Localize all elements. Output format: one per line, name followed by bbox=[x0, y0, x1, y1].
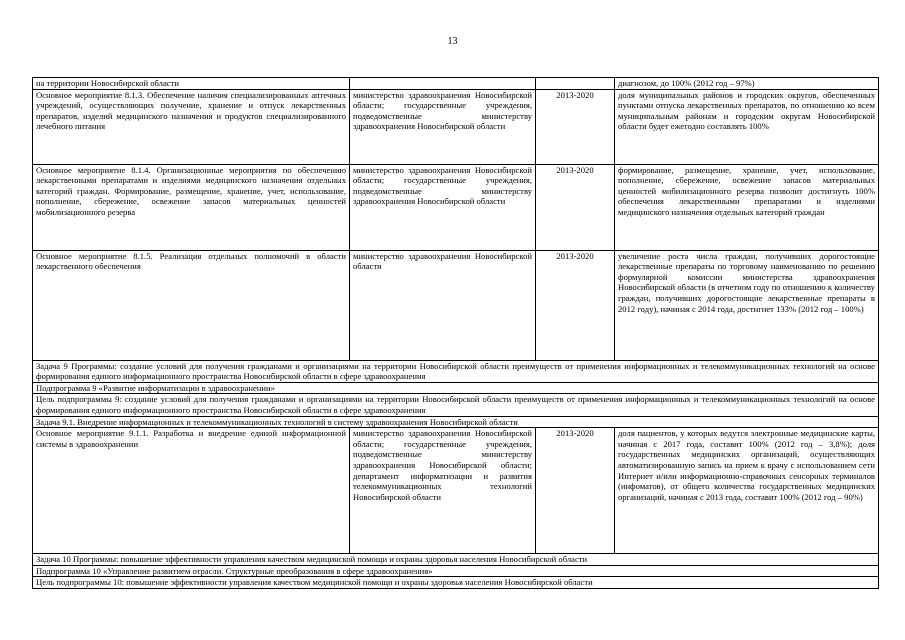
executor-cell: министерство здравоохранения Новосибирской области; государственные учреждения, подведомственные министерству здравоохранения Новосибирской области; департамент информатизации и развития телекоммуникационных технологий Новосибирской области bbox=[350, 428, 536, 554]
table-row bbox=[33, 416, 879, 428]
executor-cell: министерство здравоохранения Новосибирской области; государственные учреждения, подведомственные министерству здравоохранения Новосибирской области bbox=[350, 164, 536, 250]
result-cell: увеличение роста числа граждан, получивших дорогостоящие лекарственные препараты по торговому наименованию по решению формулярной комиссии министерства здравоохранения Новосибирской области (в отчетном году по отношению к количеству граждан, получивших дорогостоящие лекарственные препараты в 2012 году), начиная с 2014 года, достигнет 133% (2012 год – 100%) bbox=[615, 250, 879, 360]
task-heading: Задача 9 Программы: создание условий для получения гражданами и организациями на территории Новосибирской области преимуществ от применения информационных и телекоммуникационных технологий на основе формирования единого информационного пространства Новосибирской области в сфере здравоохранения bbox=[33, 360, 879, 382]
result-cell: доля муниципальных районов и городских округов, обеспеченных пунктами отпуска лекарственных препаратов, по отношению ко всем муниципальным районам и городским округам Новосибирской области будет ежегодно составлять 100% bbox=[615, 89, 879, 164]
period-cell: 2013-2020 bbox=[536, 89, 615, 164]
table-row bbox=[33, 164, 879, 250]
table-row bbox=[33, 89, 879, 164]
page-number: 13 bbox=[447, 36, 458, 47]
measure-cell: Основное мероприятие 8.1.4. Организационные мероприятия по обеспечению лекарственными препаратами и изделиями медицинского назначения отдельных категорий граждан. Формирование, размещение, хранение, учет, использование, пополнение, сбережение, освежение запасов материальных ценностей мобилизационного резерва bbox=[33, 164, 350, 250]
table-row bbox=[33, 78, 879, 90]
table-row bbox=[33, 577, 879, 589]
subprogram-heading: Подпрограмма 9 «Развитие информатизации в здравоохранении» bbox=[33, 382, 879, 394]
program-measures-table bbox=[32, 77, 879, 589]
subprogram-heading: Подпрограмма 10 «Управление развитием отрасли. Структурные преобразования в сфере здравоохранения» bbox=[33, 565, 879, 577]
executor-cell: министерство здравоохранения Новосибирской области; государственные учреждения, подведомственные министерству здравоохранения Новосибирской области bbox=[350, 89, 536, 164]
period-cell bbox=[536, 78, 615, 90]
subprogram-goal: Цель подпрограммы 10: повышение эффективности управления качеством медицинской помощи и охраны здоровья населения Новосибирской области bbox=[33, 577, 879, 589]
table-row bbox=[33, 554, 879, 566]
period-cell: 2013-2020 bbox=[536, 250, 615, 360]
measure-cell: Основное мероприятие 8.1.3. Обеспечение наличия специализированных аптечных учреждений, осуществляющих получение, хранение и отпуск лекарственных препаратов, изделий медицинского назначения и продуктов специализированного лечебного питания bbox=[33, 89, 350, 164]
table-row bbox=[33, 360, 879, 382]
result-cell: диагнозом, до 100% (2012 год – 97%) bbox=[615, 78, 879, 90]
executor-cell: министерство здравоохранения Новосибирской области bbox=[350, 250, 536, 360]
task-heading: Задача 10 Программы: повышение эффективности управления качеством медицинской помощи и охраны здоровья населения Новосибирской области bbox=[33, 554, 879, 566]
subprogram-goal: Цель подпрограммы 9: создание условий для получения гражданами и организациями на территории Новосибирской области преимуществ от применения информационных и телекоммуникационных технологий на основе формирования единого информационного пространства Новосибирской области в сфере здравоохранения bbox=[33, 394, 879, 416]
result-cell: формирование, размещение, хранение, учет, использование, пополнение, сбережение, освежение запасов материальных ценностей мобилизационного резерва позволит достигнуть 100% обеспечения лекарственными препаратами и изделиями медицинского назначения отдельных категорий граждан bbox=[615, 164, 879, 250]
executor-cell bbox=[350, 78, 536, 90]
period-cell: 2013-2020 bbox=[536, 428, 615, 554]
measure-cell: на территории Новосибирской области bbox=[33, 78, 350, 90]
period-cell: 2013-2020 bbox=[536, 164, 615, 250]
measure-cell: Основное мероприятие 9.1.1. Разработка и внедрение единой информационной системы в здравоохранении bbox=[33, 428, 350, 554]
task-heading: Задача 9.1. Внедрение информационных и телекоммуникационных технологий в систему здравоохранения Новосибирской области bbox=[33, 416, 879, 428]
table-row bbox=[33, 428, 879, 554]
table-row bbox=[33, 565, 879, 577]
table-row bbox=[33, 382, 879, 394]
measure-cell: Основное мероприятие 8.1.5. Реализация отдельных полномочий в области лекарственного обеспечения bbox=[33, 250, 350, 360]
result-cell: доля пациентов, у которых ведутся электронные медицинские карты, начиная с 2017 года, составит 100% (2012 год – 3,8%); доля государственных медицинских организаций, осуществляющих автоматизированную запись на прием к врачу с использованием сети Интернет и/или информационно-справочных сенсорных терминалов (инфоматов), от общего количества государственных медицинских организаций, начиная с 2013 года, составит 100% (2012 год – 90%) bbox=[615, 428, 879, 554]
table-row bbox=[33, 250, 879, 360]
table-row bbox=[33, 394, 879, 416]
